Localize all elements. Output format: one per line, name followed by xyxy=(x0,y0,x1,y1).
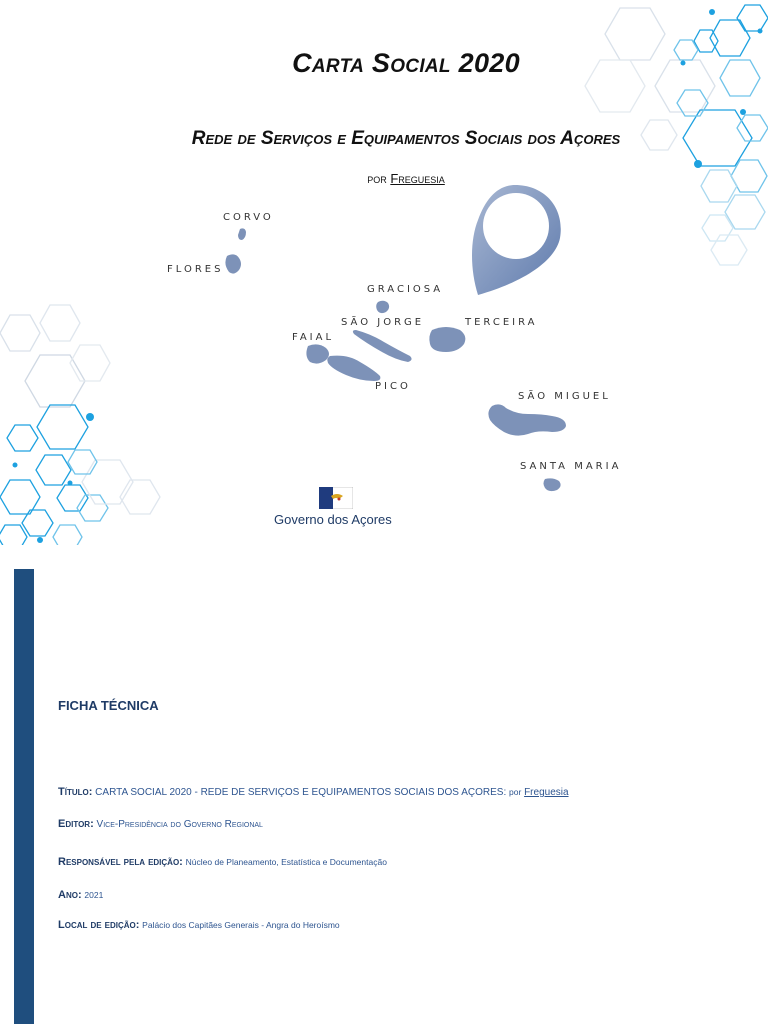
santa-maria-island xyxy=(544,478,561,491)
por-label: por xyxy=(367,171,387,186)
label-graciosa: GRACIOSA xyxy=(367,284,444,295)
ficha-tecnica-page xyxy=(0,569,768,1024)
faial-island xyxy=(306,344,329,363)
sao-jorge-island xyxy=(353,330,412,362)
responsavel-row xyxy=(58,856,387,868)
ano-value: 2021 xyxy=(84,890,104,900)
label-pico: PICO xyxy=(375,381,411,392)
flores-island xyxy=(225,254,241,273)
local-row xyxy=(58,919,340,931)
ano-label: Ano: xyxy=(58,889,82,901)
ano-row xyxy=(58,889,103,901)
titulo-value: CARTA SOCIAL 2020 - REDE DE SERVIÇOS E EQUIPAMENTOS SOCIAIS DOS AÇORES: xyxy=(95,787,507,798)
editor-label: Editor: xyxy=(58,818,94,830)
titulo-freguesia: Freguesia xyxy=(524,787,569,798)
label-terceira: TERCEIRA xyxy=(465,317,538,328)
label-faial: FAIAL xyxy=(292,332,335,343)
azores-flag-icon xyxy=(319,487,353,509)
government-logo-text: Governo dos Açores xyxy=(274,512,392,527)
location-pin-icon xyxy=(472,185,561,295)
editor-row xyxy=(58,818,263,830)
editor-value: Vice-Presidência do Governo Regional xyxy=(96,819,263,830)
titulo-label: Título: xyxy=(58,786,93,798)
pico-island xyxy=(327,356,380,381)
label-santa-maria: SANTA MARIA xyxy=(520,461,622,472)
graciosa-island xyxy=(376,301,389,313)
corvo-island xyxy=(238,228,246,240)
local-value: Palácio dos Capitães Generais - Angra do Heroísmo xyxy=(142,920,340,930)
responsavel-label: Responsável pela edição: xyxy=(58,856,183,868)
page-gap xyxy=(0,545,768,569)
document-subtitle: Rede de Serviços e Equipamentos Sociais dos Açores xyxy=(191,128,621,149)
document-title: Carta Social 2020 xyxy=(292,48,520,78)
label-sao-jorge: SÃO JORGE xyxy=(341,317,425,328)
label-flores: FLORES xyxy=(167,264,224,275)
label-sao-miguel: SÃO MIGUEL xyxy=(518,391,611,402)
sidebar-accent-bar xyxy=(14,569,34,1024)
responsavel-value: Núcleo de Planeamento, Estatística e Documentação xyxy=(185,857,387,867)
label-corvo: CORVO xyxy=(223,212,274,223)
ficha-tecnica-heading: FICHA TÉCNICA xyxy=(58,698,159,713)
local-label: Local de edição: xyxy=(58,919,140,931)
titulo-row xyxy=(58,786,569,798)
titulo-por: por xyxy=(509,787,522,797)
terceira-island xyxy=(429,327,465,352)
sao-miguel-island xyxy=(488,404,566,435)
freguesia-label: Freguesia xyxy=(390,171,445,186)
